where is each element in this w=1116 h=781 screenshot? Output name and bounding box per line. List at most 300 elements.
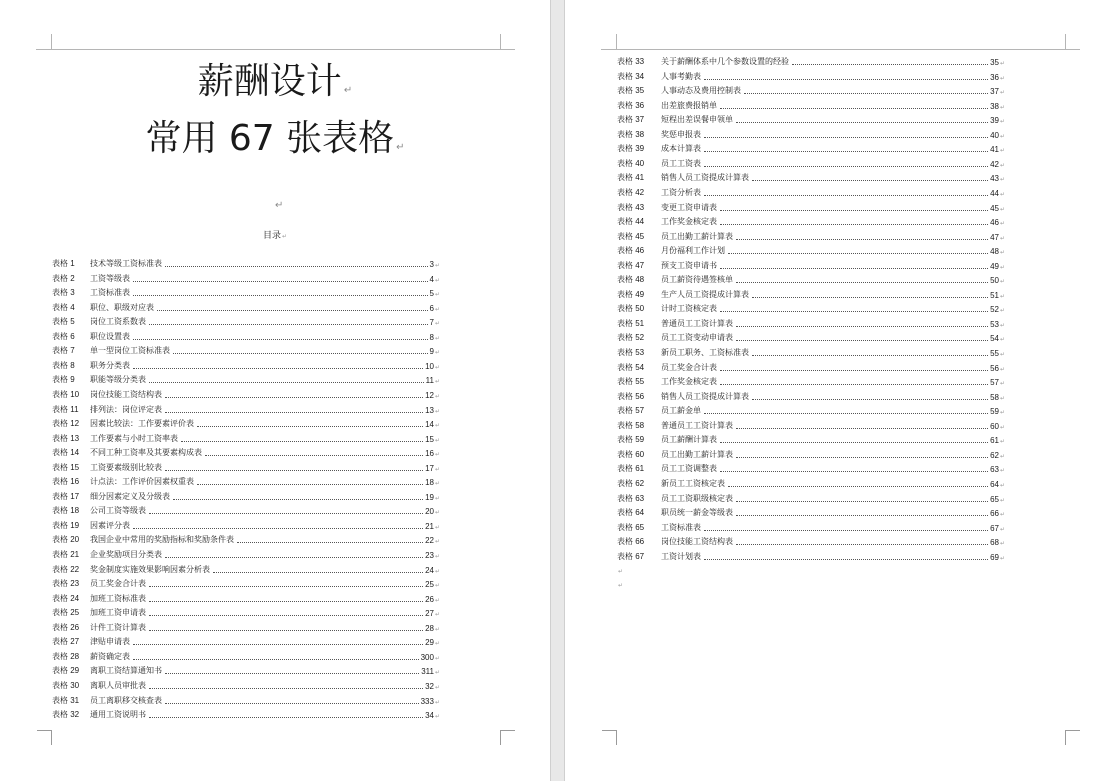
toc-entry-label: 表格 14 bbox=[52, 448, 80, 458]
toc-entry-label: 表格 34 bbox=[617, 71, 645, 81]
toc-entry-title: 普通员工工资计算表 bbox=[661, 420, 733, 430]
toc-entry[interactable] bbox=[52, 313, 440, 327]
paragraph-mark: ↵ bbox=[999, 119, 1005, 126]
toc-entry[interactable] bbox=[617, 82, 1005, 96]
toc-entry-page: 333 bbox=[420, 696, 434, 706]
paragraph-mark: ↵ bbox=[434, 481, 440, 488]
toc-leader-dots bbox=[149, 513, 423, 514]
toc-entry[interactable] bbox=[52, 633, 440, 647]
document-title-line1: 薪酬设计 ↵ bbox=[197, 61, 353, 102]
toc-entry[interactable] bbox=[52, 677, 440, 691]
toc-entry[interactable] bbox=[52, 328, 440, 342]
toc-entry-label: 表格 25 bbox=[52, 608, 80, 618]
toc-entry-label: 表格 10 bbox=[52, 389, 80, 399]
toc-entry-page: 21 bbox=[425, 521, 434, 531]
paragraph-mark: ↵ bbox=[434, 684, 440, 691]
toc-entry-page: 6 bbox=[429, 303, 434, 313]
paragraph-mark: ↵ bbox=[999, 206, 1005, 213]
paragraph-mark: ↵ bbox=[434, 597, 440, 604]
paragraph-mark: ↵ bbox=[999, 322, 1005, 329]
toc-entry[interactable] bbox=[52, 561, 440, 575]
toc-leader-dots bbox=[736, 515, 988, 516]
paragraph-mark: ↵ bbox=[618, 568, 624, 575]
toc-entry-title: 排列法：岗位评定表 bbox=[90, 404, 162, 414]
paragraph-mark: ↵ bbox=[434, 277, 440, 284]
toc-entry-page: 66 bbox=[990, 509, 999, 519]
paragraph-mark: ↵ bbox=[434, 452, 440, 459]
toc-leader-dots bbox=[165, 266, 428, 267]
toc-entry-label: 表格 61 bbox=[617, 464, 645, 474]
toc-entry[interactable] bbox=[617, 359, 1005, 373]
toc-leader-dots bbox=[165, 673, 419, 674]
toc-entry-title: 普通员工工资计算表 bbox=[661, 318, 733, 328]
paragraph-mark: ↵ bbox=[999, 90, 1005, 97]
toc-entry-label: 表格 64 bbox=[617, 508, 645, 518]
toc-entry-label: 表格 60 bbox=[617, 449, 645, 459]
toc-entry-title: 人事动态及费用控制表 bbox=[661, 86, 741, 96]
toc-entry-label: 表格 57 bbox=[617, 406, 645, 416]
toc-entry-title: 销售人员工资提成计算表 bbox=[661, 391, 749, 401]
paragraph-mark: ↵ bbox=[999, 526, 1005, 533]
toc-entry-label: 表格 4 bbox=[52, 302, 75, 312]
toc-entry[interactable] bbox=[617, 53, 1005, 67]
toc-entry[interactable] bbox=[52, 662, 440, 676]
paragraph-mark: ↵ bbox=[434, 292, 440, 299]
paragraph-mark: ↵ bbox=[999, 235, 1005, 242]
paragraph-mark: ↵ bbox=[434, 495, 440, 502]
toc-entry-label: 表格 22 bbox=[52, 564, 80, 574]
toc-entry-title: 成本计算表 bbox=[661, 144, 701, 154]
paragraph-mark: ↵ bbox=[999, 279, 1005, 286]
toc-entry-page: 50 bbox=[990, 276, 999, 286]
toc-entry[interactable] bbox=[617, 184, 1005, 198]
toc-entry-label: 表格 49 bbox=[617, 289, 645, 299]
toc-leader-dots bbox=[752, 355, 988, 356]
toc-entry[interactable] bbox=[52, 590, 440, 604]
toc-entry-title: 出差旅费报销单 bbox=[661, 100, 717, 110]
toc-entry[interactable] bbox=[52, 473, 440, 487]
toc-leader-dots bbox=[165, 470, 423, 471]
toc-entry[interactable] bbox=[617, 155, 1005, 169]
toc-leader-dots bbox=[205, 455, 423, 456]
toc-entry-page: 8 bbox=[429, 332, 434, 342]
toc-entry-title: 工资要素级别比较表 bbox=[90, 462, 162, 472]
toc-entry-label: 表格 15 bbox=[52, 462, 80, 472]
toc-entry[interactable] bbox=[617, 417, 1005, 431]
toc-entry-page: 62 bbox=[990, 450, 999, 460]
crop-mark bbox=[500, 34, 501, 49]
paragraph-mark: ↵ bbox=[999, 512, 1005, 519]
toc-entry[interactable] bbox=[617, 300, 1005, 314]
toc-entry-label: 表格 27 bbox=[52, 637, 80, 647]
toc-leader-dots bbox=[736, 428, 988, 429]
toc-entry-label: 表格 66 bbox=[617, 537, 645, 547]
toc-entry-page: 58 bbox=[990, 392, 999, 402]
toc-entry-label: 表格 8 bbox=[52, 360, 75, 370]
toc-entry[interactable] bbox=[617, 504, 1005, 518]
paragraph-mark: ↵ bbox=[999, 75, 1005, 82]
paragraph-mark: ↵ bbox=[434, 335, 440, 342]
toc-leader-dots bbox=[149, 601, 423, 602]
toc-entry-page: 23 bbox=[425, 551, 434, 560]
toc-entry[interactable] bbox=[617, 199, 1005, 213]
paragraph-mark: ↵ bbox=[999, 482, 1005, 489]
toc-entry[interactable] bbox=[52, 488, 440, 502]
toc-entry-page: 32 bbox=[425, 681, 434, 691]
toc-entry-title: 因素评分表 bbox=[90, 520, 130, 530]
toc-entry[interactable] bbox=[52, 706, 440, 720]
toc-entry-page: 20 bbox=[425, 507, 434, 517]
toc-leader-dots bbox=[149, 382, 424, 383]
paragraph-mark: ↵ bbox=[999, 366, 1005, 373]
toc-leader-dots bbox=[149, 615, 423, 616]
toc-entry[interactable] bbox=[52, 371, 440, 385]
paragraph-mark: ↵ bbox=[999, 104, 1005, 111]
toc-entry[interactable] bbox=[52, 546, 440, 560]
paragraph-mark: ↵ bbox=[434, 510, 440, 517]
toc-entry-page: 41 bbox=[990, 145, 999, 155]
crop-mark bbox=[500, 730, 515, 745]
toc-entry-page: 16 bbox=[425, 449, 434, 459]
toc-entry[interactable] bbox=[52, 415, 440, 429]
toc-entry[interactable] bbox=[617, 431, 1005, 445]
toc-entry[interactable] bbox=[617, 68, 1005, 82]
toc-entry-label: 表格 39 bbox=[617, 144, 645, 154]
toc-entry-label: 表格 67 bbox=[617, 551, 645, 561]
toc-entry-title: 企业奖励项目分类表 bbox=[90, 550, 162, 559]
crop-mark bbox=[37, 730, 52, 745]
toc-entry-label: 表格 11 bbox=[52, 404, 79, 414]
toc-entry-page: 38 bbox=[990, 101, 999, 111]
paragraph-mark: ↵ bbox=[999, 541, 1005, 548]
toc-entry-title: 单一型岗位工资标准表 bbox=[90, 346, 170, 356]
toc-entry-page: 39 bbox=[990, 116, 999, 126]
toc-leader-dots bbox=[744, 93, 988, 94]
paragraph-mark: ↵ bbox=[434, 554, 440, 560]
toc-entry-page: 27 bbox=[425, 609, 434, 619]
toc-entry-page: 11 bbox=[425, 376, 434, 386]
toc-entry-title: 职务分类表 bbox=[90, 360, 130, 370]
toc-leader-dots bbox=[736, 326, 988, 327]
toc-entry-label: 表格 17 bbox=[52, 491, 80, 501]
toc-entry-page: 10 bbox=[425, 361, 434, 371]
toc-entry-label: 表格 13 bbox=[52, 433, 80, 443]
toc-entry-label: 表格 38 bbox=[617, 129, 645, 139]
crop-mark bbox=[616, 34, 617, 49]
toc-entry-page: 63 bbox=[990, 465, 999, 475]
toc-entry[interactable] bbox=[617, 533, 1005, 547]
toc-entry[interactable] bbox=[52, 342, 440, 356]
paragraph-mark: ↵ bbox=[999, 424, 1005, 431]
toc-leader-dots bbox=[736, 544, 988, 545]
toc-leader-dots bbox=[752, 297, 988, 298]
toc-entry[interactable] bbox=[617, 126, 1005, 140]
toc-entry-page: 9 bbox=[429, 347, 434, 357]
toc-entry-page: 51 bbox=[990, 290, 999, 300]
toc-entry[interactable] bbox=[617, 402, 1005, 416]
toc-leader-dots bbox=[173, 353, 428, 354]
toc-entry[interactable] bbox=[52, 255, 440, 269]
toc-leader-dots bbox=[165, 703, 419, 704]
toc-entry[interactable] bbox=[52, 284, 440, 298]
toc-entry-label: 表格 48 bbox=[617, 275, 645, 285]
toc-entry-label: 表格 46 bbox=[617, 246, 645, 256]
header-margin-line bbox=[36, 49, 515, 50]
toc-entry-label: 表格 20 bbox=[52, 535, 80, 545]
toc-entry[interactable] bbox=[52, 648, 440, 662]
toc-entry-label: 表格 59 bbox=[617, 435, 645, 445]
toc-entry-label: 表格 51 bbox=[617, 318, 645, 328]
toc-entry-label: 表格 35 bbox=[617, 86, 645, 96]
toc-entry-label: 表格 47 bbox=[617, 260, 645, 270]
toc-leader-dots bbox=[157, 310, 428, 311]
toc-entry-page: 29 bbox=[425, 638, 434, 648]
paragraph-mark: ↵ bbox=[434, 364, 440, 371]
toc-entry-title: 销售人员工资提成计算表 bbox=[661, 173, 749, 183]
toc-entry[interactable] bbox=[617, 475, 1005, 489]
toc-entry-title: 人事考勤表 bbox=[661, 71, 701, 81]
toc-leader-dots bbox=[133, 659, 419, 660]
toc-entry-title: 离职人员审批表 bbox=[90, 680, 146, 690]
paragraph-mark: ↵ bbox=[434, 321, 440, 328]
document-page-left[interactable] bbox=[0, 0, 550, 781]
toc-leader-dots bbox=[704, 151, 988, 152]
toc-entry[interactable] bbox=[617, 490, 1005, 504]
toc-leader-dots bbox=[728, 253, 988, 254]
toc-entry-title: 计点法：工作评价因素权重表 bbox=[90, 477, 194, 487]
toc-entry[interactable] bbox=[617, 446, 1005, 460]
toc-entry-page: 57 bbox=[990, 378, 999, 388]
toc-entry-page: 45 bbox=[990, 203, 999, 213]
toc-entry-title: 奖金制度实施效果影响因素分析表 bbox=[90, 564, 210, 574]
toc-leader-dots bbox=[704, 559, 988, 560]
toc-entry[interactable] bbox=[617, 257, 1005, 271]
toc-entry-label: 表格 54 bbox=[617, 362, 645, 372]
toc-entry[interactable] bbox=[617, 169, 1005, 183]
toc-entry-label: 表格 19 bbox=[52, 520, 80, 530]
toc-entry-page: 22 bbox=[425, 536, 434, 546]
paragraph-mark: ↵ bbox=[434, 306, 440, 313]
toc-entry-page: 64 bbox=[990, 479, 999, 489]
toc-leader-dots bbox=[181, 441, 423, 442]
toc-entry[interactable] bbox=[617, 519, 1005, 533]
toc-leader-dots bbox=[197, 484, 423, 485]
toc-entry-label: 表格 3 bbox=[52, 288, 75, 298]
toc-entry-title: 员工离职移交核查表 bbox=[90, 695, 162, 705]
toc-entry-page: 300 bbox=[420, 652, 434, 662]
toc-leader-dots bbox=[720, 384, 988, 385]
toc-entry[interactable] bbox=[617, 315, 1005, 329]
toc-entry-page: 28 bbox=[425, 623, 434, 633]
toc-entry-page: 7 bbox=[429, 318, 434, 328]
toc-entry-title: 员工工资调整表 bbox=[661, 464, 717, 474]
toc-leader-dots bbox=[720, 471, 988, 472]
toc-entry-label: 表格 36 bbox=[617, 100, 645, 110]
toc-leader-dots bbox=[133, 295, 428, 296]
toc-entry[interactable] bbox=[52, 357, 440, 371]
toc-entry-page: 34 bbox=[425, 711, 434, 721]
toc-entry-page: 37 bbox=[990, 87, 999, 97]
toc-entry-page: 46 bbox=[990, 218, 999, 228]
toc-entry-title: 通用工资说明书 bbox=[90, 710, 146, 720]
toc-leader-dots bbox=[720, 370, 988, 371]
toc-entry-page: 53 bbox=[990, 319, 999, 329]
toc-entry-title: 工资标准表 bbox=[661, 522, 701, 532]
paragraph-mark: ↵ bbox=[999, 177, 1005, 184]
paragraph-mark: ↵ bbox=[999, 555, 1005, 562]
toc-entry[interactable] bbox=[52, 619, 440, 633]
paragraph-mark: ↵ bbox=[434, 568, 440, 575]
toc-entry-title: 预支工资申请书 bbox=[661, 260, 717, 270]
toc-leader-dots bbox=[133, 644, 423, 645]
crop-mark bbox=[51, 34, 52, 49]
toc-leader-dots bbox=[133, 281, 428, 282]
toc-entry-label: 表格 63 bbox=[617, 493, 645, 503]
toc-entry-title: 工资分析表 bbox=[661, 187, 701, 197]
toc-entry-title: 工资标准表 bbox=[90, 288, 130, 298]
toc-entry-page: 48 bbox=[990, 247, 999, 257]
toc-entry[interactable] bbox=[52, 401, 440, 415]
toc-entry-label: 表格 45 bbox=[617, 231, 645, 241]
toc-leader-dots bbox=[149, 324, 428, 325]
toc-entry[interactable] bbox=[617, 373, 1005, 387]
toc-entry-title: 员工工资职级核定表 bbox=[661, 493, 733, 503]
paragraph-mark: ↵ bbox=[999, 250, 1005, 257]
paragraph-mark: ↵ bbox=[434, 379, 440, 386]
toc-entry-title: 津贴申请表 bbox=[90, 637, 130, 647]
toc-entry-title: 我国企业中常用的奖励指标和奖励条件表 bbox=[90, 535, 234, 545]
toc-entry[interactable] bbox=[617, 140, 1005, 154]
toc-entry-label: 表格 24 bbox=[52, 593, 80, 603]
paragraph-mark: ↵ bbox=[999, 468, 1005, 475]
paragraph-mark: ↵ bbox=[434, 466, 440, 473]
toc-leader-dots bbox=[133, 339, 428, 340]
toc-entry[interactable] bbox=[52, 444, 440, 458]
toc-entry[interactable] bbox=[52, 517, 440, 531]
toc-leader-dots bbox=[720, 311, 988, 312]
toc-entry-title: 员工工资变动申请表 bbox=[661, 333, 733, 343]
toc-entry-title: 员工工资表 bbox=[661, 158, 701, 168]
toc-entry-page: 43 bbox=[990, 174, 999, 184]
toc-entry[interactable] bbox=[617, 548, 1005, 562]
toc-entry[interactable] bbox=[52, 502, 440, 516]
toc-entry-label: 表格 30 bbox=[52, 680, 80, 690]
toc-entry-title: 岗位技能工资结构表 bbox=[90, 389, 162, 399]
toc-entry[interactable] bbox=[617, 344, 1005, 358]
header-margin-line bbox=[601, 49, 1080, 50]
toc-entry-page: 52 bbox=[990, 305, 999, 315]
toc-entry[interactable] bbox=[52, 604, 440, 618]
toc-entry[interactable] bbox=[52, 692, 440, 706]
toc-entry-title: 员工薪资待遇签核单 bbox=[661, 275, 733, 285]
document-page-right[interactable] bbox=[565, 0, 1116, 781]
toc-entry-label: 表格 12 bbox=[52, 419, 80, 429]
toc-entry-label: 表格 53 bbox=[617, 348, 645, 357]
toc-entry-label: 表格 7 bbox=[52, 346, 75, 356]
toc-entry-page: 13 bbox=[425, 405, 434, 415]
toc-entry[interactable] bbox=[52, 531, 440, 545]
toc-leader-dots bbox=[736, 239, 988, 240]
toc-entry[interactable] bbox=[52, 270, 440, 284]
toc-entry-page: 49 bbox=[990, 261, 999, 271]
toc-entry[interactable] bbox=[617, 286, 1005, 300]
paragraph-mark: ↵ bbox=[434, 583, 440, 590]
toc-entry-label: 表格 40 bbox=[617, 158, 645, 168]
paragraph-mark: ↵ bbox=[434, 437, 440, 444]
paragraph-mark: ↵ bbox=[434, 612, 440, 619]
paragraph-mark: ↵ bbox=[434, 524, 440, 531]
toc-entry[interactable] bbox=[617, 271, 1005, 285]
toc-entry-page: 54 bbox=[990, 334, 999, 344]
toc-entry-page: 3 bbox=[429, 260, 434, 269]
toc-entry-label: 表格 44 bbox=[617, 217, 645, 227]
toc-entry[interactable] bbox=[617, 111, 1005, 125]
toc-entry-page: 24 bbox=[425, 565, 434, 575]
toc-entry-title: 不同工种工资率及其要素构成表 bbox=[90, 448, 202, 458]
toc-entry-title: 岗位工资系数表 bbox=[90, 317, 146, 327]
toc-entry-page: 61 bbox=[990, 436, 999, 446]
toc-entry-page: 47 bbox=[990, 232, 999, 242]
toc-entry-label: 表格 29 bbox=[52, 666, 80, 676]
toc-entry-page: 36 bbox=[990, 72, 999, 82]
toc-entry-title: 员工薪金单 bbox=[661, 406, 701, 416]
paragraph-mark: ↵ bbox=[999, 61, 1005, 67]
toc-entry[interactable] bbox=[617, 388, 1005, 402]
toc-leader-dots bbox=[736, 457, 988, 458]
toc-entry[interactable] bbox=[617, 97, 1005, 111]
toc-leader-dots bbox=[704, 195, 988, 196]
toc-entry[interactable] bbox=[52, 386, 440, 400]
toc-entry-title: 职能等级分类表 bbox=[90, 375, 146, 385]
toc-entry-page: 44 bbox=[990, 188, 999, 198]
toc-entry-page: 311 bbox=[421, 667, 434, 677]
toc-entry[interactable] bbox=[617, 242, 1005, 256]
toc-entry-title: 新员工职务、工资标准表 bbox=[661, 348, 749, 357]
toc-leader-dots bbox=[237, 542, 423, 543]
toc-entry-label: 表格 58 bbox=[617, 420, 645, 430]
toc-entry-page: 56 bbox=[990, 363, 999, 373]
toc-leader-dots bbox=[149, 717, 423, 718]
toc-entry[interactable] bbox=[617, 329, 1005, 343]
paragraph-mark: ↵ bbox=[434, 641, 440, 648]
toc-entry[interactable] bbox=[617, 228, 1005, 242]
toc-entry[interactable] bbox=[617, 460, 1005, 474]
toc-leader-dots bbox=[704, 79, 988, 80]
toc-entry-title: 职位设置表 bbox=[90, 331, 130, 341]
toc-entry-title: 员工奖金合计表 bbox=[90, 579, 146, 589]
toc-leader-dots bbox=[173, 499, 423, 500]
toc-entry[interactable] bbox=[52, 299, 440, 313]
toc-entry[interactable] bbox=[617, 213, 1005, 227]
toc-entry-title: 员工薪酬计算表 bbox=[661, 435, 717, 445]
toc-entry-page: 4 bbox=[429, 274, 434, 284]
toc-entry[interactable] bbox=[52, 430, 440, 444]
toc-entry-title: 计件工资计算表 bbox=[90, 622, 146, 632]
toc-entry-label: 表格 65 bbox=[617, 522, 645, 532]
toc-entry-label: 表格 5 bbox=[52, 317, 75, 327]
paragraph-mark: ↵ bbox=[434, 408, 440, 415]
toc-entry-page: 15 bbox=[425, 434, 434, 444]
toc-entry[interactable] bbox=[52, 575, 440, 589]
paragraph-mark: ↵ bbox=[999, 293, 1005, 300]
toc-entry-title: 加班工资申请表 bbox=[90, 608, 146, 618]
toc-entry-title: 薪资确定表 bbox=[90, 651, 130, 661]
paragraph-mark: ↵ bbox=[434, 423, 440, 430]
toc-entry[interactable] bbox=[52, 459, 440, 473]
toc-entry-label: 表格 1 bbox=[52, 259, 75, 268]
toc-entry-page: 5 bbox=[429, 289, 434, 299]
toc-entry-label: 表格 2 bbox=[52, 273, 75, 283]
